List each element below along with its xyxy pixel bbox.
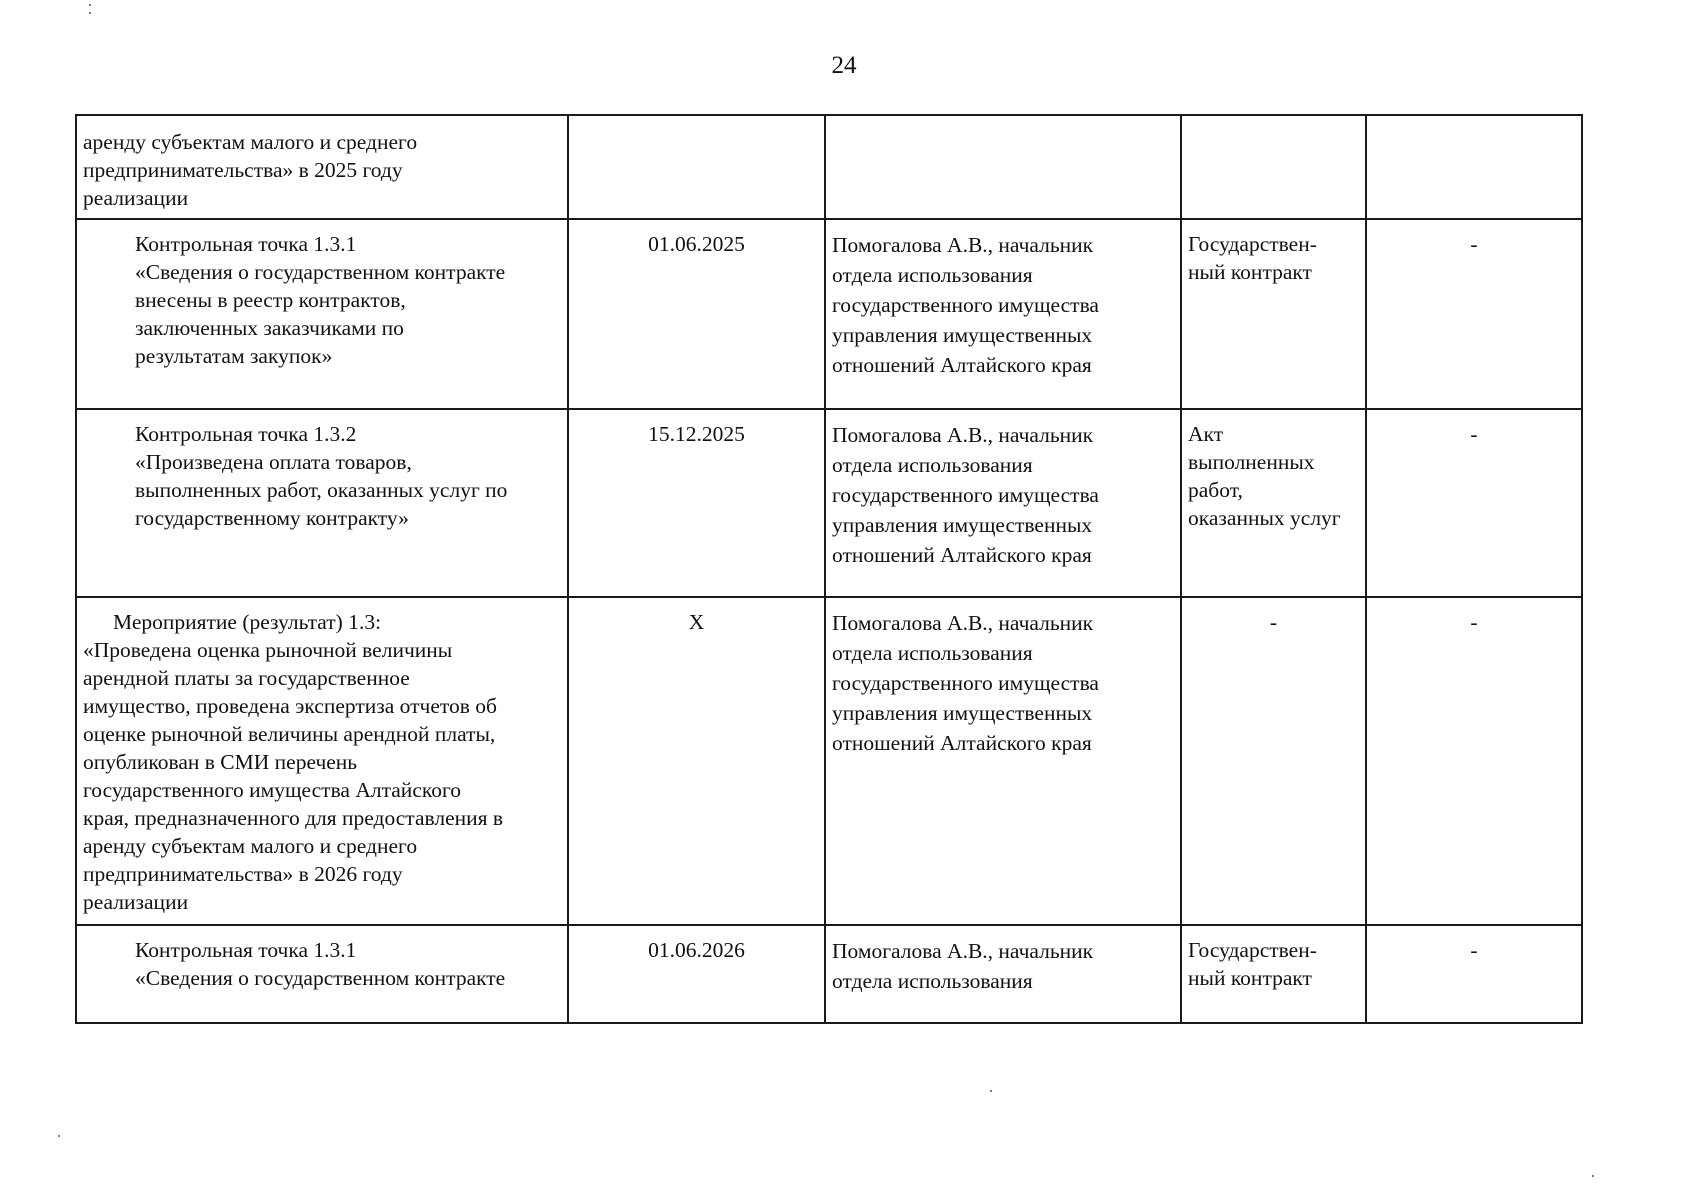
document-line: ный контракт — [1188, 260, 1312, 284]
responsible-cell — [825, 597, 1181, 925]
table-row — [76, 115, 1582, 219]
document-line: Государствен- — [1188, 938, 1317, 962]
page-number: 24 — [831, 52, 857, 79]
responsible-cell — [825, 409, 1181, 597]
activity-line: опубликован в СМИ перечень — [83, 750, 358, 774]
note-cell — [1366, 115, 1582, 219]
document-cell — [1181, 115, 1366, 219]
activity-line: предпринимательства» в 2026 году — [83, 862, 403, 886]
activity-line: «Проведена оценка рыночной величины — [83, 638, 453, 662]
activity-line: Контрольная точка 1.3.1 — [135, 938, 357, 962]
table-row — [76, 219, 1582, 409]
responsible-cell — [825, 219, 1181, 409]
activity-line: реализации — [83, 890, 189, 914]
activity-cell — [76, 219, 568, 409]
document-cell — [1181, 219, 1366, 409]
activity-line: оценке рыночной величины арендной платы, — [83, 722, 496, 746]
activity-line: государственного имущества Алтайского — [83, 778, 461, 802]
responsible-line: отдела использования — [832, 641, 1033, 665]
table-row — [76, 925, 1582, 1023]
activity-line: внесены в реестр контрактов, — [135, 288, 406, 312]
table-row — [76, 597, 1582, 925]
activity-line: Контрольная точка 1.3.2 — [135, 422, 357, 446]
scan-speck — [89, 12, 91, 14]
responsible-line: управления имущественных — [832, 701, 1093, 725]
activity-line: «Сведения о государственном контракте — [135, 966, 506, 990]
activity-line: заключенных заказчиками по — [135, 316, 404, 340]
plan-table — [75, 114, 1583, 1024]
responsible-line: государственного имущества — [832, 293, 1099, 317]
document-line: - — [1269, 610, 1278, 634]
activity-cell — [76, 409, 568, 597]
activity-line: «Сведения о государственном контракте — [135, 260, 506, 284]
note-cell: - — [1366, 597, 1582, 925]
activity-cell — [76, 597, 568, 925]
activity-cell — [76, 115, 568, 219]
document-line: Акт — [1188, 422, 1224, 446]
table-row — [76, 409, 1582, 597]
activity-line: государственному контракту» — [135, 506, 409, 530]
activity-cell — [76, 925, 568, 1023]
responsible-line: государственного имущества — [832, 671, 1099, 695]
document-line: оказанных услуг — [1188, 506, 1341, 530]
date-cell: 01.06.2025 — [568, 219, 825, 409]
activity-line: имущество, проведена экспертиза отчетов об — [83, 694, 497, 718]
scan-speck — [1592, 1175, 1594, 1177]
responsible-cell — [825, 925, 1181, 1023]
activity-line: выполненных работ, оказанных услуг по — [135, 478, 508, 502]
responsible-line: Помогалова А.В., начальник — [832, 423, 1094, 447]
responsible-line: отношений Алтайского края — [832, 353, 1092, 377]
activity-line: «Произведена оплата товаров, — [135, 450, 412, 474]
responsible-line: отношений Алтайского края — [832, 731, 1092, 755]
responsible-line: отдела использования — [832, 263, 1033, 287]
scan-speck — [58, 1135, 60, 1137]
scan-speck — [89, 4, 91, 6]
document-cell — [1181, 409, 1366, 597]
date-cell: 01.06.2026 — [568, 925, 825, 1023]
date-cell: X — [568, 597, 825, 925]
activity-line: Мероприятие (результат) 1.3: — [113, 610, 382, 634]
scan-speck — [990, 1090, 992, 1092]
date-cell: 15.12.2025 — [568, 409, 825, 597]
activity-line: Контрольная точка 1.3.1 — [135, 232, 357, 256]
responsible-line: Помогалова А.В., начальник — [832, 939, 1094, 963]
document-line: Государствен- — [1188, 232, 1317, 256]
responsible-line: Помогалова А.В., начальник — [832, 611, 1094, 635]
document-line: выполненных — [1188, 450, 1315, 474]
activity-line: аренду субъектам малого и среднего — [83, 130, 418, 154]
activity-line: реализации — [83, 186, 189, 210]
date-cell — [568, 115, 825, 219]
responsible-line: государственного имущества — [832, 483, 1099, 507]
note-cell: - — [1366, 409, 1582, 597]
responsible-line: отношений Алтайского края — [832, 543, 1092, 567]
responsible-cell — [825, 115, 1181, 219]
activity-line: края, предназначенного для предоставления в — [83, 806, 504, 830]
responsible-line: Помогалова А.В., начальник — [832, 233, 1094, 257]
responsible-line: отдела использования — [832, 969, 1033, 993]
activity-line: предпринимательства» в 2025 году — [83, 158, 403, 182]
document-line: ный контракт — [1188, 966, 1312, 990]
responsible-line: управления имущественных — [832, 323, 1093, 347]
note-cell: - — [1366, 925, 1582, 1023]
document-cell — [1181, 925, 1366, 1023]
responsible-line: отдела использования — [832, 453, 1033, 477]
document-line: работ, — [1188, 478, 1243, 502]
note-cell: - — [1366, 219, 1582, 409]
activity-line: результатам закупок» — [135, 344, 333, 368]
document-cell — [1181, 597, 1366, 925]
activity-line: арендной платы за государственное — [83, 666, 410, 690]
activity-line: аренду субъектам малого и среднего — [83, 834, 418, 858]
responsible-line: управления имущественных — [832, 513, 1093, 537]
